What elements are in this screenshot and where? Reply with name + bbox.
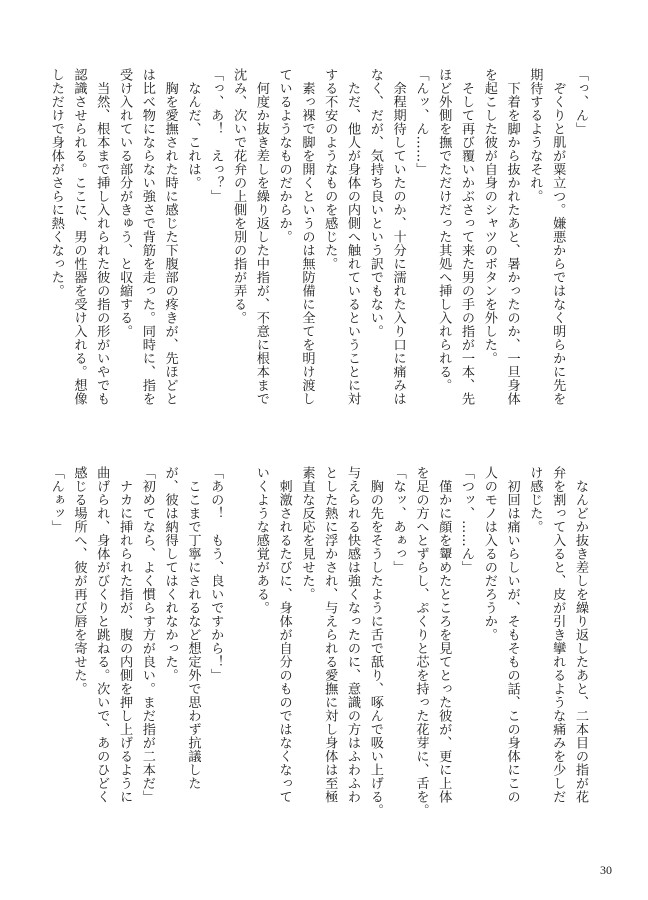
text-line: 僅かに顔を顰めたところを見てとった彼が、更に上体 xyxy=(436,466,452,804)
text-line: 胸を愛撫された時に感じた下腹部の疼きが、先ほどと xyxy=(162,68,178,406)
text-line xyxy=(226,466,249,861)
text-line: する不安のようなものを感じた。 xyxy=(322,68,338,271)
text-line: 沈み、次いで花弁の上側を別の指が弄る。 xyxy=(231,68,247,325)
text-line: 与えられる快感は強くなったのに、意識の方はふわふわ xyxy=(345,466,361,804)
text-line: 「っ、あ！ えっ？」 xyxy=(208,68,224,203)
text-line: しただけで身体がさらに熱くなった。 xyxy=(48,68,64,298)
text-line: とした熱に浮かされ、与えられる愛撫に対し身体は至極 xyxy=(322,466,338,804)
text-line: 「んぁッ」 xyxy=(48,466,64,534)
text-line: なく、だが、気持ち良いという訳でもない。 xyxy=(367,68,383,338)
text-line: 初回は痛いらしいが、そもそもの話、この身体にこの xyxy=(504,466,520,804)
upper-text-block xyxy=(48,68,591,448)
text-line: 感じる場所へ、彼が再び唇を寄せた。 xyxy=(71,466,87,696)
text-line: ナカに挿れられた指が、腹の内側を押し上げるように xyxy=(117,466,133,804)
page-number: 30 xyxy=(600,863,612,877)
text-line: ただ、他人が身体の内側へ触れているということに対 xyxy=(345,68,361,406)
text-line: そして再び覆いかぶさって来た男の手の指が一本、先 xyxy=(459,68,475,406)
text-line: 余程期待していたのか、十分に濡れた入り口に痛みは xyxy=(390,68,406,406)
text-line: ほど外側を撫でただけだった其処へ挿し入れられる。 xyxy=(436,68,452,392)
text-line: 胸の先をそうしたように舌で舐り、啄んで吸い上げる。 xyxy=(367,466,383,817)
text-line: 下着を脚から抜かれたあと、暑かったのか、一旦身体 xyxy=(504,68,520,406)
text-line: いくような感覚がある。 xyxy=(253,466,269,615)
text-line: 「初めてなら、よく慣らす方が良い。まだ指が二本だ」 xyxy=(139,466,155,804)
text-line: を足の方へとずらし、ぷくりと芯を持った花芽に、舌を。 xyxy=(413,466,429,817)
text-line: 刺激されるたびに、身体が自分のものではなくなって xyxy=(276,466,292,804)
text-line: 認識させられる。ここに、男の性器を受け入れる。想像 xyxy=(71,68,87,406)
text-line: が、彼は納得してはくれなかった。 xyxy=(162,466,178,682)
text-line: 弁を割って入ると、皮が引き攣れるような痛みを少しだ xyxy=(550,466,566,804)
text-line: 人のモノは入るのだろうか。 xyxy=(481,466,497,642)
text-line: 何度か抜き差しを繰り返した中指が、不意に根本まで xyxy=(253,68,269,406)
text-line: 「なッ、あぁっ」 xyxy=(390,466,406,574)
text-line: なんだ、これは。 xyxy=(185,68,201,190)
text-line: 「あの！ もう、良いですから！」 xyxy=(208,466,224,682)
text-line: ているようなものだからか。 xyxy=(276,68,292,244)
text-line: ぞくりと肌が粟立つ。嫌悪からではなく明らかに先を xyxy=(550,68,566,406)
text-line: 「んッ、ん……」 xyxy=(413,68,429,176)
text-line: 素っ裸で脚を開くというのは無防備に全てを明け渡し xyxy=(299,68,315,406)
text-line: け感じた。 xyxy=(527,466,543,534)
text-line: 当然、根本まで挿し入れられた彼の指の形がいやでも xyxy=(94,68,110,406)
text-line: は比べ物にならない強さで背筋を走った。同時に、指を xyxy=(139,68,155,406)
text-line: 曲げられ、身体がびくりと跳ねる。次いで、あのひどく xyxy=(94,466,110,804)
text-line: ここまで丁寧にされるなど想定外で思わず抗議した xyxy=(185,466,201,790)
text-line: 「つッ、……ん」 xyxy=(459,466,475,574)
lower-text-block xyxy=(48,466,591,861)
text-line: 期待するようなそれ。 xyxy=(527,68,543,203)
text-line: 受け入れている部分がきゅう、と収縮する。 xyxy=(117,68,133,338)
text-line: なんどか抜き差しを繰り返したあと、二本目の指が花 xyxy=(573,466,588,804)
text-line: 「っ、ん」 xyxy=(573,68,588,136)
text-line: を起こした彼が自身のシャツのボタンを外した。 xyxy=(481,68,497,365)
text-line: 素直な反応を見せた。 xyxy=(299,466,315,601)
